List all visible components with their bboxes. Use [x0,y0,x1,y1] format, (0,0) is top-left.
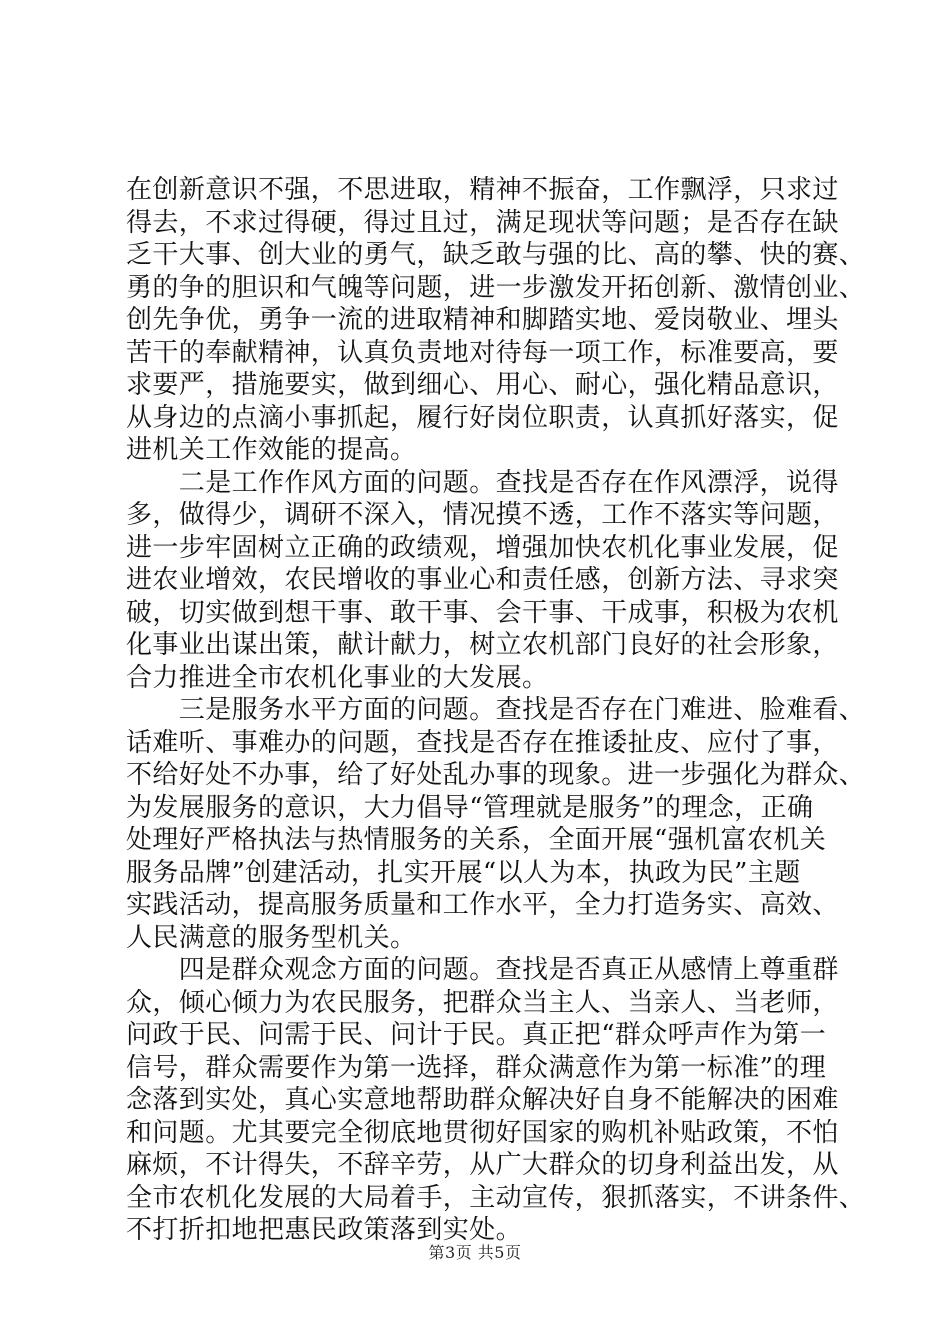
text-line: 不打折扣地把惠民政策落到实处。 [126,1215,523,1245]
text-line: 进农业增效，农民增收的事业心和责任感，创新方法、寻求突 [126,565,839,595]
text-line: 人民满意的服务型机关。 [126,922,417,953]
page-footer: 第3页 共5页 [428,1243,522,1262]
text-line: 破，切实做到想干事、敢干事、会干事、干成事，积极为农机 [126,597,839,628]
text-line: 创先争优，勇争一流的进取精神和脚踏实地、爱岗敬业、埋头 [126,305,839,335]
text-line: 众，倾心倾力为农民服务，把群众当主人、当亲人、当老师， [126,987,839,1018]
text-line: 念落到实处，真心实意地帮助群众解决好自身不能解决的困难 [126,1085,839,1115]
text-line: 勇的争的胆识和气魄等问题，进一步激发开拓创新、激情创业、 [126,272,866,303]
text-line: 话难听、事难办的问题，查找是否存在推诿扯皮、应付了事， [126,727,839,758]
text-line: 不给好处不办事，给了好处乱办事的现象。进一步强化为群众、 [126,760,866,790]
text-line: 处理好严格执法与热情服务的关系，全面开展“强机富农机关 [126,825,827,855]
text-line: 从身边的点滴小事抓起，履行好岗位职责，认真抓好落实，促 [126,402,839,433]
text-line: 苦干的奉献精神，认真负责地对待每一项工作，标准要高，要 [126,337,839,368]
text-line: 问政于民、问需于民、问计于民。真正把“群众呼声作为第一 [126,1020,827,1050]
paragraph-start-line: 二是工作作风方面的问题。查找是否存在作风漂浮，说得 [126,467,839,498]
text-line: 多，做得少，调研不深入，情况摸不透，工作不落实等问题， [126,500,839,530]
text-line: 化事业出谋出策，献计献力，树立农机部门良好的社会形象， [126,630,839,660]
text-line: 进一步牢固树立正确的政绩观，增强加快农机化事业发展，促 [126,532,839,563]
text-line: 得去，不求过得硬，得过且过，满足现状等问题；是否存在缺 [126,207,839,238]
text-line: 服务品牌”创建活动，扎实开展“以人为本，执政为民”主题 [126,857,801,888]
text-line: 乏干大事、创大业的勇气，缺乏敢与强的比、高的攀、快的赛、 [126,240,866,270]
document-body [126,174,866,1247]
text-line: 和问题。尤其要完全彻底地贯彻好国家的购机补贴政策，不怕 [126,1117,839,1148]
text-line: 为发展服务的意识，大力倡导“管理就是服务”的理念，正确 [126,792,814,823]
paragraph-start-line: 四是群众观念方面的问题。查找是否真正从感情上尊重群 [126,955,839,985]
text-line: 实践活动，提高服务质量和工作水平，全力打造务实、高效、 [126,890,839,920]
text-line: 在创新意识不强，不思进取，精神不振奋，工作飘浮，只求过 [126,175,839,205]
text-line: 信号，群众需要作为第一选择，群众满意作为第一标准”的理 [126,1052,827,1083]
text-line: 麻烦，不计得失，不辞辛劳，从广大群众的切身利益出发，从 [126,1150,839,1180]
paragraph-start-line: 三是服务水平方面的问题。查找是否存在门难进、脸难看、 [126,695,866,725]
text-line: 合力推进全市农机化事业的大发展。 [126,662,549,693]
text-line: 全市农机化发展的大局着手，主动宣传，狠抓落实，不讲条件、 [126,1182,866,1213]
text-line: 进机关工作效能的提高。 [126,435,417,465]
text-line: 求要严，措施要实，做到细心、用心、耐心，强化精品意识， [126,370,839,400]
